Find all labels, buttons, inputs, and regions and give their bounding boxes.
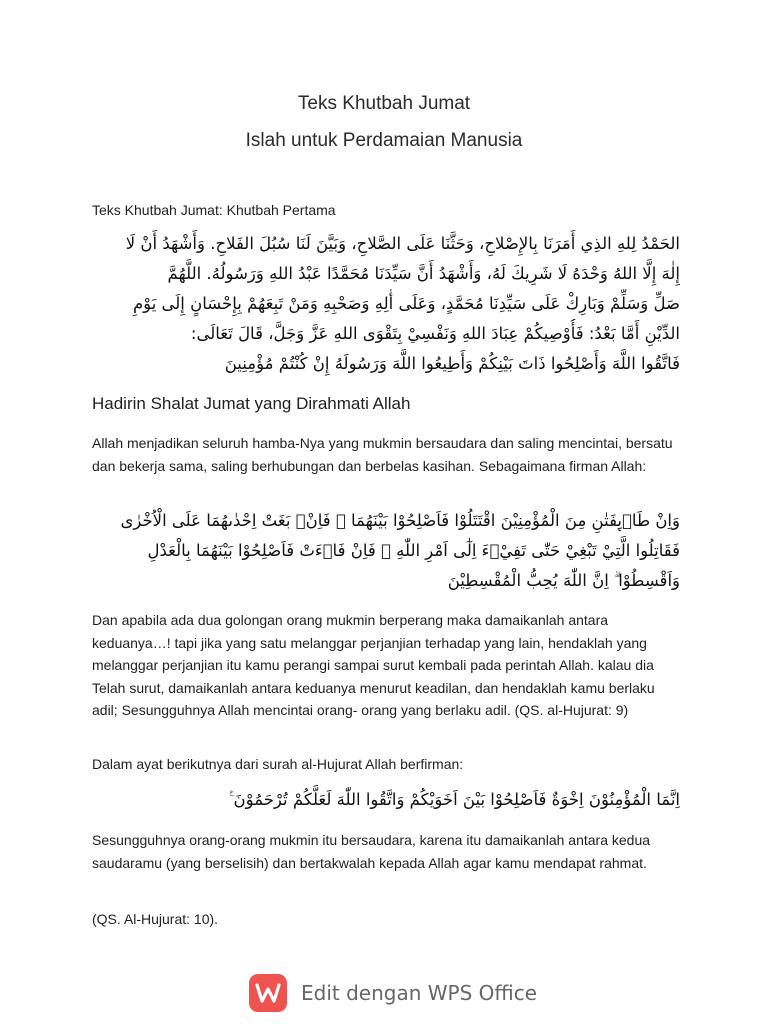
paragraph-ayat-berikutnya: Dalam ayat berikutnya dari surah al-Hujurat Allah berfirman:	[92, 756, 464, 772]
arabic-line: وَاِنْ طَاۤىِٕفَتٰنِ مِنَ الْمُؤْمِنِيْنَ اقْتَتَلُوْا فَاَصْلِحُوْا بَيْنَهُمَا ۚ فَاِنْۢ بَغَتْ اِحْدٰىهُمَا عَلَى الْاُخْرٰى	[120, 511, 680, 530]
paragraph-intro: Allah menjadikan seluruh hamba-Nya yang mukmin bersaudara dan saling mencintai, bersatu dan bekerja sama, saling berhubungan dan berbelas kasihan. Sebagaimana firman Allah:	[92, 435, 673, 474]
arabic-opening-block	[88, 229, 680, 379]
wps-w-glyph	[255, 982, 281, 1004]
arabic-verse-hujurat-10	[88, 785, 680, 815]
document-title: Teks Khutbah Jumat	[297, 93, 471, 114]
arabic-line: إِلٰهَ إِلَّا اللهُ وَحْدَهُ لَا شَرِيكَ لَهُ، وَأَشْهَدُ أَنَّ سَيِّدَنَا مُحَمَّدًا عَبْدُ اللهِ وَرَسُولُهُ. اللَّهُمَّ	[167, 264, 680, 283]
document-subtitle: Islah untuk Perdamaian Manusia	[245, 130, 523, 151]
section-heading-hadirin: Hadirin Shalat Jumat yang Dirahmati Allah	[92, 394, 411, 413]
wps-edit-label[interactable]: Edit dengan WPS Office	[301, 981, 538, 1005]
arabic-verse-hujurat-9	[88, 506, 680, 596]
arabic-line: فَاتَّقُوا اللَّهَ وَأَصْلِحُوا ذَاتَ بَيْنِكُمْ وَأَطِيعُوا اللَّهَ وَرَسُولَهُ إِنْ كُنْتُمْ مُؤْمِنِينَ	[224, 354, 680, 373]
paragraph-translation-hujurat-9: Dan apabila ada dua golongan orang mukmin berperang maka damaikanlah antara keduanya…! tapi jika yang satu melanggar perjanjian terhadap yang lain, hendaklah yang melanggar perjanjian itu kamu perangi sampai surut kembali pada perintah Allah. kalau dia Telah surut, damaikanlah antara keduanya menurut keadilan, dan hendaklah kamu berlaku adil; Sesungguhnya Allah mencintai orang- orang yang berlaku adil. (QS. al-Hujurat: 9)	[92, 612, 655, 718]
section-heading-khutbah-pertama: Teks Khutbah Jumat: Khutbah Pertama	[92, 202, 336, 218]
paragraph-citation: (QS. Al-Hujurat: 10).	[92, 911, 219, 927]
wps-edit-banner[interactable]	[249, 963, 549, 1023]
paragraph-translation-hujurat-10: Sesungguhnya orang-orang mukmin itu bersaudara, karena itu damaikanlah antara kedua saudaramu (yang berselisih) dan bertakwalah kepada Allah agar kamu mendapat rahmat.	[92, 832, 651, 871]
arabic-line: فَقَاتِلُوا الَّتِيْ تَبْغِيْ حَتّٰى تَفِيْۤءَ اِلٰٓى اَمْرِ اللّٰهِ ۖ فَاِنْ فَاۤءَتْ فَاَصْلِحُوْا بَيْنَهُمَا بِالْعَدْلِ	[147, 541, 680, 560]
arabic-line: الحَمْدُ لِلهِ الذِي أَمَرَنَا بِالإِصْلاحِ، وَحَثَّنَا عَلَى الصَّلاحِ، وَبَيَّنَ لَنَا سُبُلَ الفَلاحِ. وَأَشْهَدُ أَنْ لَا	[125, 234, 680, 253]
arabic-line: وَاَقْسِطُوْا ۗ اِنَّ اللّٰهَ يُحِبُّ الْمُقْسِطِيْنَ	[447, 571, 680, 590]
arabic-line: اِنَّمَا الْمُؤْمِنُوْنَ اِخْوَةٌ فَاَصْلِحُوْا بَيْنَ اَخَوَيْكُمْ وَاتَّقُوا اللّٰهَ لَعَلَّكُمْ تُرْحَمُوْنَ ࣖ	[229, 790, 680, 809]
wps-logo-icon	[249, 974, 287, 1012]
arabic-line: صَلِّ وَسَلِّمْ وَبَارِكْ عَلَى سَيِّدِنَا مُحَمَّدٍ، وَعَلَى أٰلِهِ وَصَحْبِهِ وَمَنْ تَبِعَهُمْ بِإِحْسَانٍ إِلَى يَوْمِ	[132, 294, 680, 313]
arabic-line: الدِّيْنِ أَمَّا بَعْدُ: فَأُوْصِيكُمْ عِبَادَ اللهِ وَنَفْسِيْ بِتَقْوَى اللهِ عَزَّ وَجَلَّ، قَالَ تَعَالَى:	[190, 324, 680, 343]
